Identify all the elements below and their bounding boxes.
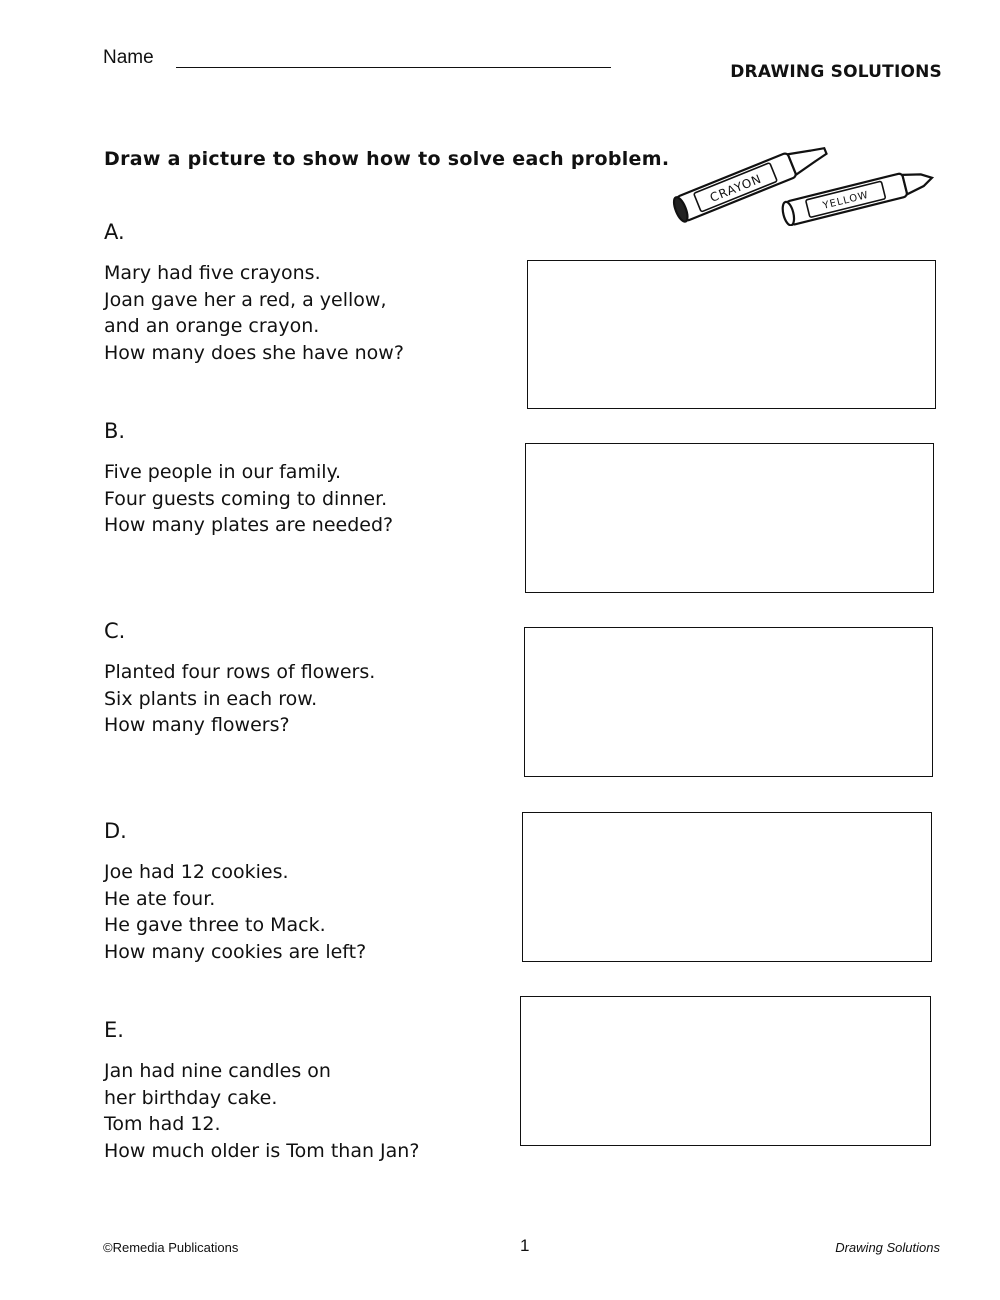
problem-line: Joan gave her a red, a yellow, xyxy=(104,288,387,311)
instructions: Draw a picture to show how to solve each problem. xyxy=(104,148,670,170)
footer-book-title: Drawing Solutions xyxy=(835,1240,940,1255)
problem-e xyxy=(104,1018,419,1164)
problem-letter: B. xyxy=(104,419,126,443)
problem-line: How many flowers? xyxy=(104,714,290,736)
page-title: DRAWING SOLUTIONS xyxy=(730,62,942,82)
problem-line: Mary had five crayons. xyxy=(104,262,321,284)
problem-c xyxy=(104,619,375,739)
crayon-label: CRAYON xyxy=(707,171,764,205)
problem-line: Five people in our family. xyxy=(104,461,342,483)
problem-line: How many cookies are left? xyxy=(104,940,367,963)
answer-box-d[interactable] xyxy=(522,812,932,962)
problem-b xyxy=(104,419,393,539)
problem-d xyxy=(104,819,366,965)
problem-line: her birthday cake. xyxy=(104,1086,278,1109)
problem-letter: E. xyxy=(104,1018,124,1042)
name-label: Name xyxy=(103,47,154,68)
problem-letter: D. xyxy=(104,819,127,843)
problem-line: Joe had 12 cookies. xyxy=(104,861,289,883)
footer-copyright: ©Remedia Publications xyxy=(103,1240,239,1255)
problem-line: He ate four. xyxy=(104,887,216,910)
problem-line: Planted four rows of flowers. xyxy=(104,661,376,683)
problem-a xyxy=(104,220,404,366)
problem-line: Tom had 12. xyxy=(104,1113,221,1135)
crayon-label: YELLOW xyxy=(821,189,871,212)
crayon-icon xyxy=(781,166,935,226)
name-line[interactable] xyxy=(176,67,611,68)
page-number: 1 xyxy=(520,1236,530,1255)
crayons-illustration xyxy=(666,126,946,226)
problem-line: and an orange crayon. xyxy=(104,315,320,337)
problem-line: Six plants in each row. xyxy=(104,687,318,710)
problem-letter: A. xyxy=(104,220,125,244)
problem-line: He gave three to Mack. xyxy=(104,914,326,936)
answer-box-b[interactable] xyxy=(525,443,934,593)
problem-line: Four guests coming to dinner. xyxy=(104,487,388,510)
problem-line: How much older is Tom than Jan? xyxy=(104,1139,420,1162)
problem-letter: C. xyxy=(104,619,126,643)
problem-line: Jan had nine candles on xyxy=(104,1060,331,1082)
answer-box-a[interactable] xyxy=(527,260,936,409)
problem-line: How many plates are needed? xyxy=(104,514,394,536)
answer-box-e[interactable] xyxy=(520,996,931,1146)
problem-line: How many does she have now? xyxy=(104,341,404,364)
answer-box-c[interactable] xyxy=(524,627,933,777)
